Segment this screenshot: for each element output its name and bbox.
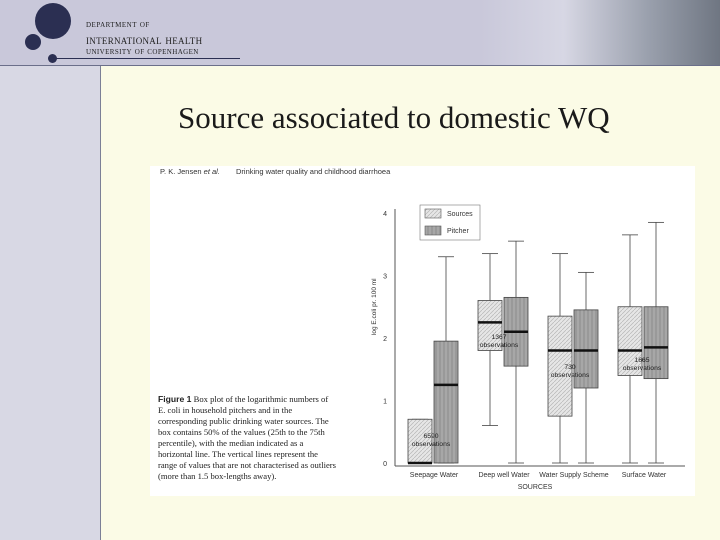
figure-panel	[150, 166, 695, 496]
y-tick-label: 0	[383, 461, 387, 468]
department-label: department of	[86, 20, 150, 30]
header-divider	[0, 65, 720, 66]
x-tick-label: Water Supply Scheme	[539, 472, 609, 479]
figure-caption	[158, 394, 336, 482]
y-tick-label: 2	[383, 336, 387, 343]
annotation-label: observations	[411, 441, 451, 448]
x-axis-label: SOURCES	[517, 484, 553, 491]
slide-header	[0, 0, 720, 66]
y-tick-label: 3	[383, 273, 387, 281]
x-tick-label: Surface Water	[621, 472, 667, 479]
y-axis-label: log E.coli pr. 100 ml	[371, 278, 378, 336]
y-tick-label: 4	[383, 211, 387, 218]
x-tick-label: Seepage Water	[409, 472, 459, 479]
x-tick-label: Deep well Water	[478, 472, 530, 479]
y-tick-label: 1	[383, 398, 387, 406]
annotation-count: 1665	[634, 357, 650, 364]
figure-caption-text: Box plot of the logarithmic numbers of E. coli in household pitchers and in the corresponding public drinking water sources. The box contains 50% of the values (25th to the 75th percentile), with the median indicated as a horizontal line. The vertical lines represent the range of values that are not characterised as outliers (more than 1.5 box-lengths away).	[158, 394, 337, 481]
figure-running-title: Drinking water quality and childhood diarrhoea	[236, 167, 391, 176]
annotation-count: 6590	[423, 433, 439, 440]
legend-swatch-sources	[425, 209, 441, 218]
slide-title: Source associated to domestic WQ	[178, 100, 610, 135]
left-sidebar-band	[0, 66, 101, 540]
annotation-count: 1367	[491, 334, 507, 341]
legend-label-pitcher: Pitcher	[447, 228, 469, 235]
legend-label-sources: Sources	[447, 211, 473, 218]
university-name: university of copenhagen	[86, 47, 199, 57]
figure-authors: P. K. Jensen et al.	[160, 167, 220, 176]
university-seal-icon	[35, 3, 71, 39]
annotation-label: observations	[479, 342, 519, 349]
annotation-count: 730	[564, 364, 576, 371]
legend-swatch-pitcher	[425, 226, 441, 235]
institute-name: international health	[86, 32, 203, 47]
decorative-dot-icon	[25, 34, 41, 50]
annotation-label: observations	[550, 372, 590, 379]
figure-caption-label: Figure 1	[158, 394, 192, 404]
annotation-label: observations	[622, 365, 662, 372]
header-rule	[55, 58, 240, 59]
header-photo-band	[480, 0, 720, 66]
